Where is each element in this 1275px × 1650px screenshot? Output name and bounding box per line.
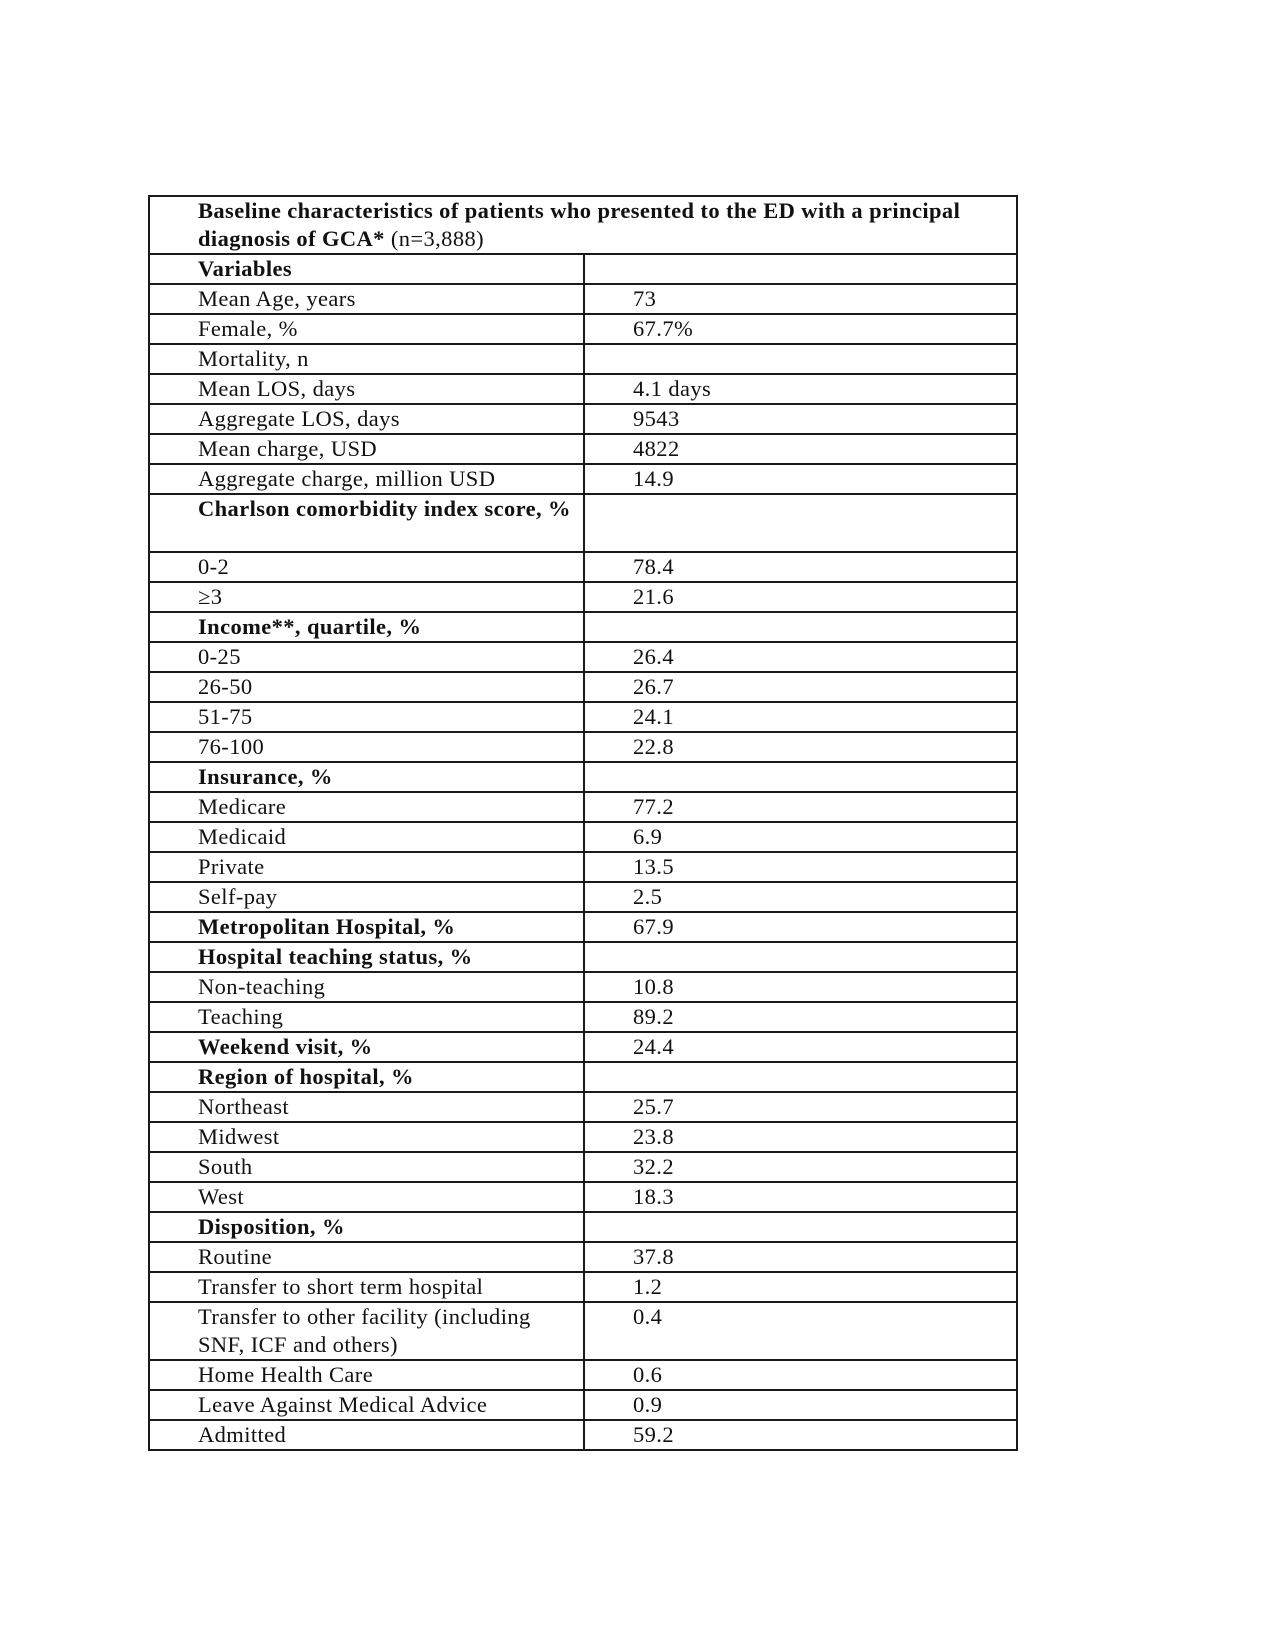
- table-title-row: [149, 196, 1017, 254]
- row-value: [584, 254, 1017, 284]
- row-label: South: [149, 1152, 584, 1182]
- table-row: [149, 1242, 1017, 1272]
- row-value: 22.8: [584, 732, 1017, 762]
- section-header-row: [149, 762, 1017, 792]
- row-value: 23.8: [584, 1122, 1017, 1152]
- table-row: [149, 374, 1017, 404]
- row-value: 14.9: [584, 464, 1017, 494]
- row-value: [584, 494, 1017, 552]
- row-label: West: [149, 1182, 584, 1212]
- row-value: 59.2: [584, 1420, 1017, 1450]
- row-label: Aggregate LOS, days: [149, 404, 584, 434]
- row-value: 37.8: [584, 1242, 1017, 1272]
- row-label: Mortality, n: [149, 344, 584, 374]
- row-value: [584, 344, 1017, 374]
- row-value: 4.1 days: [584, 374, 1017, 404]
- table-row: [149, 852, 1017, 882]
- table-row: [149, 1390, 1017, 1420]
- section-header-row: [149, 254, 1017, 284]
- row-label: Self-pay: [149, 882, 584, 912]
- table-title: [149, 196, 1017, 254]
- section-header-row: [149, 494, 1017, 552]
- row-value: 9543: [584, 404, 1017, 434]
- row-value: 0.9: [584, 1390, 1017, 1420]
- table-row: [149, 1420, 1017, 1450]
- section-header-row: [149, 612, 1017, 642]
- row-label: Insurance, %: [149, 762, 584, 792]
- row-label: Charlson comorbidity index score, %: [149, 494, 584, 552]
- table-row: [149, 732, 1017, 762]
- section-header-row: [149, 912, 1017, 942]
- row-label: Disposition, %: [149, 1212, 584, 1242]
- row-label: Admitted: [149, 1420, 584, 1450]
- row-value: 18.3: [584, 1182, 1017, 1212]
- row-label: Midwest: [149, 1122, 584, 1152]
- row-value: 32.2: [584, 1152, 1017, 1182]
- section-header-row: [149, 942, 1017, 972]
- row-label: Metropolitan Hospital, %: [149, 912, 584, 942]
- row-value: 10.8: [584, 972, 1017, 1002]
- row-label: Income**, quartile, %: [149, 612, 584, 642]
- row-label: ≥3: [149, 582, 584, 612]
- row-value: [584, 1212, 1017, 1242]
- row-value: 13.5: [584, 852, 1017, 882]
- row-value: [584, 612, 1017, 642]
- row-value: 25.7: [584, 1092, 1017, 1122]
- row-label: 51-75: [149, 702, 584, 732]
- row-value: 4822: [584, 434, 1017, 464]
- row-value: 2.5: [584, 882, 1017, 912]
- row-value: 89.2: [584, 1002, 1017, 1032]
- row-label: Mean Age, years: [149, 284, 584, 314]
- row-label: Region of hospital, %: [149, 1062, 584, 1092]
- row-label: Non-teaching: [149, 972, 584, 1002]
- row-label: Variables: [149, 254, 584, 284]
- table-row: [149, 434, 1017, 464]
- row-label: Transfer to short term hospital: [149, 1272, 584, 1302]
- row-value: 21.6: [584, 582, 1017, 612]
- row-label: Leave Against Medical Advice: [149, 1390, 584, 1420]
- table-row: [149, 1002, 1017, 1032]
- row-label: Transfer to other facility (including SNF, ICF and others): [149, 1302, 584, 1360]
- row-value: 26.4: [584, 642, 1017, 672]
- table-row: [149, 642, 1017, 672]
- table-row: [149, 972, 1017, 1002]
- section-header-row: [149, 1032, 1017, 1062]
- row-label: Northeast: [149, 1092, 584, 1122]
- row-label: Weekend visit, %: [149, 1032, 584, 1062]
- row-label: Mean LOS, days: [149, 374, 584, 404]
- row-label: Routine: [149, 1242, 584, 1272]
- table-row: [149, 404, 1017, 434]
- row-value: 24.1: [584, 702, 1017, 732]
- row-label: 26-50: [149, 672, 584, 702]
- row-value: 67.7%: [584, 314, 1017, 344]
- table-row: [149, 1272, 1017, 1302]
- section-header-row: [149, 1062, 1017, 1092]
- row-value: 0.4: [584, 1302, 1017, 1360]
- row-value: [584, 762, 1017, 792]
- table-row: [149, 1182, 1017, 1212]
- table-row: [149, 1302, 1017, 1360]
- table-row: [149, 284, 1017, 314]
- baseline-characteristics-table: [148, 195, 1018, 1451]
- row-value: 67.9: [584, 912, 1017, 942]
- section-header-row: [149, 1212, 1017, 1242]
- row-value: 24.4: [584, 1032, 1017, 1062]
- table-row: [149, 792, 1017, 822]
- table-row: [149, 314, 1017, 344]
- table-row: [149, 882, 1017, 912]
- row-label: Aggregate charge, million USD: [149, 464, 584, 494]
- row-value: 0.6: [584, 1360, 1017, 1390]
- row-label: Private: [149, 852, 584, 882]
- table-title-sample-size: (n=3,888): [384, 226, 485, 251]
- table-row: [149, 552, 1017, 582]
- row-label: Medicare: [149, 792, 584, 822]
- row-value: [584, 1062, 1017, 1092]
- table-row: [149, 464, 1017, 494]
- row-value: 77.2: [584, 792, 1017, 822]
- row-label: 0-2: [149, 552, 584, 582]
- row-label: Teaching: [149, 1002, 584, 1032]
- table-row: [149, 822, 1017, 852]
- row-value: 6.9: [584, 822, 1017, 852]
- row-label: 0-25: [149, 642, 584, 672]
- table-row: [149, 1092, 1017, 1122]
- table-row: [149, 344, 1017, 374]
- row-value: 26.7: [584, 672, 1017, 702]
- table-title-bold: Baseline characteristics of patients who presented to the ED with a principal diagnosis of GCA*: [198, 198, 961, 251]
- row-label: 76-100: [149, 732, 584, 762]
- row-label: Medicaid: [149, 822, 584, 852]
- table-row: [149, 1360, 1017, 1390]
- row-label: Female, %: [149, 314, 584, 344]
- row-value: [584, 942, 1017, 972]
- row-value: 78.4: [584, 552, 1017, 582]
- table-row: [149, 702, 1017, 732]
- row-value: 73: [584, 284, 1017, 314]
- table-row: [149, 1152, 1017, 1182]
- row-label: Home Health Care: [149, 1360, 584, 1390]
- row-label: Mean charge, USD: [149, 434, 584, 464]
- row-label: Hospital teaching status, %: [149, 942, 584, 972]
- table-row: [149, 582, 1017, 612]
- table-row: [149, 672, 1017, 702]
- row-value: 1.2: [584, 1272, 1017, 1302]
- table-row: [149, 1122, 1017, 1152]
